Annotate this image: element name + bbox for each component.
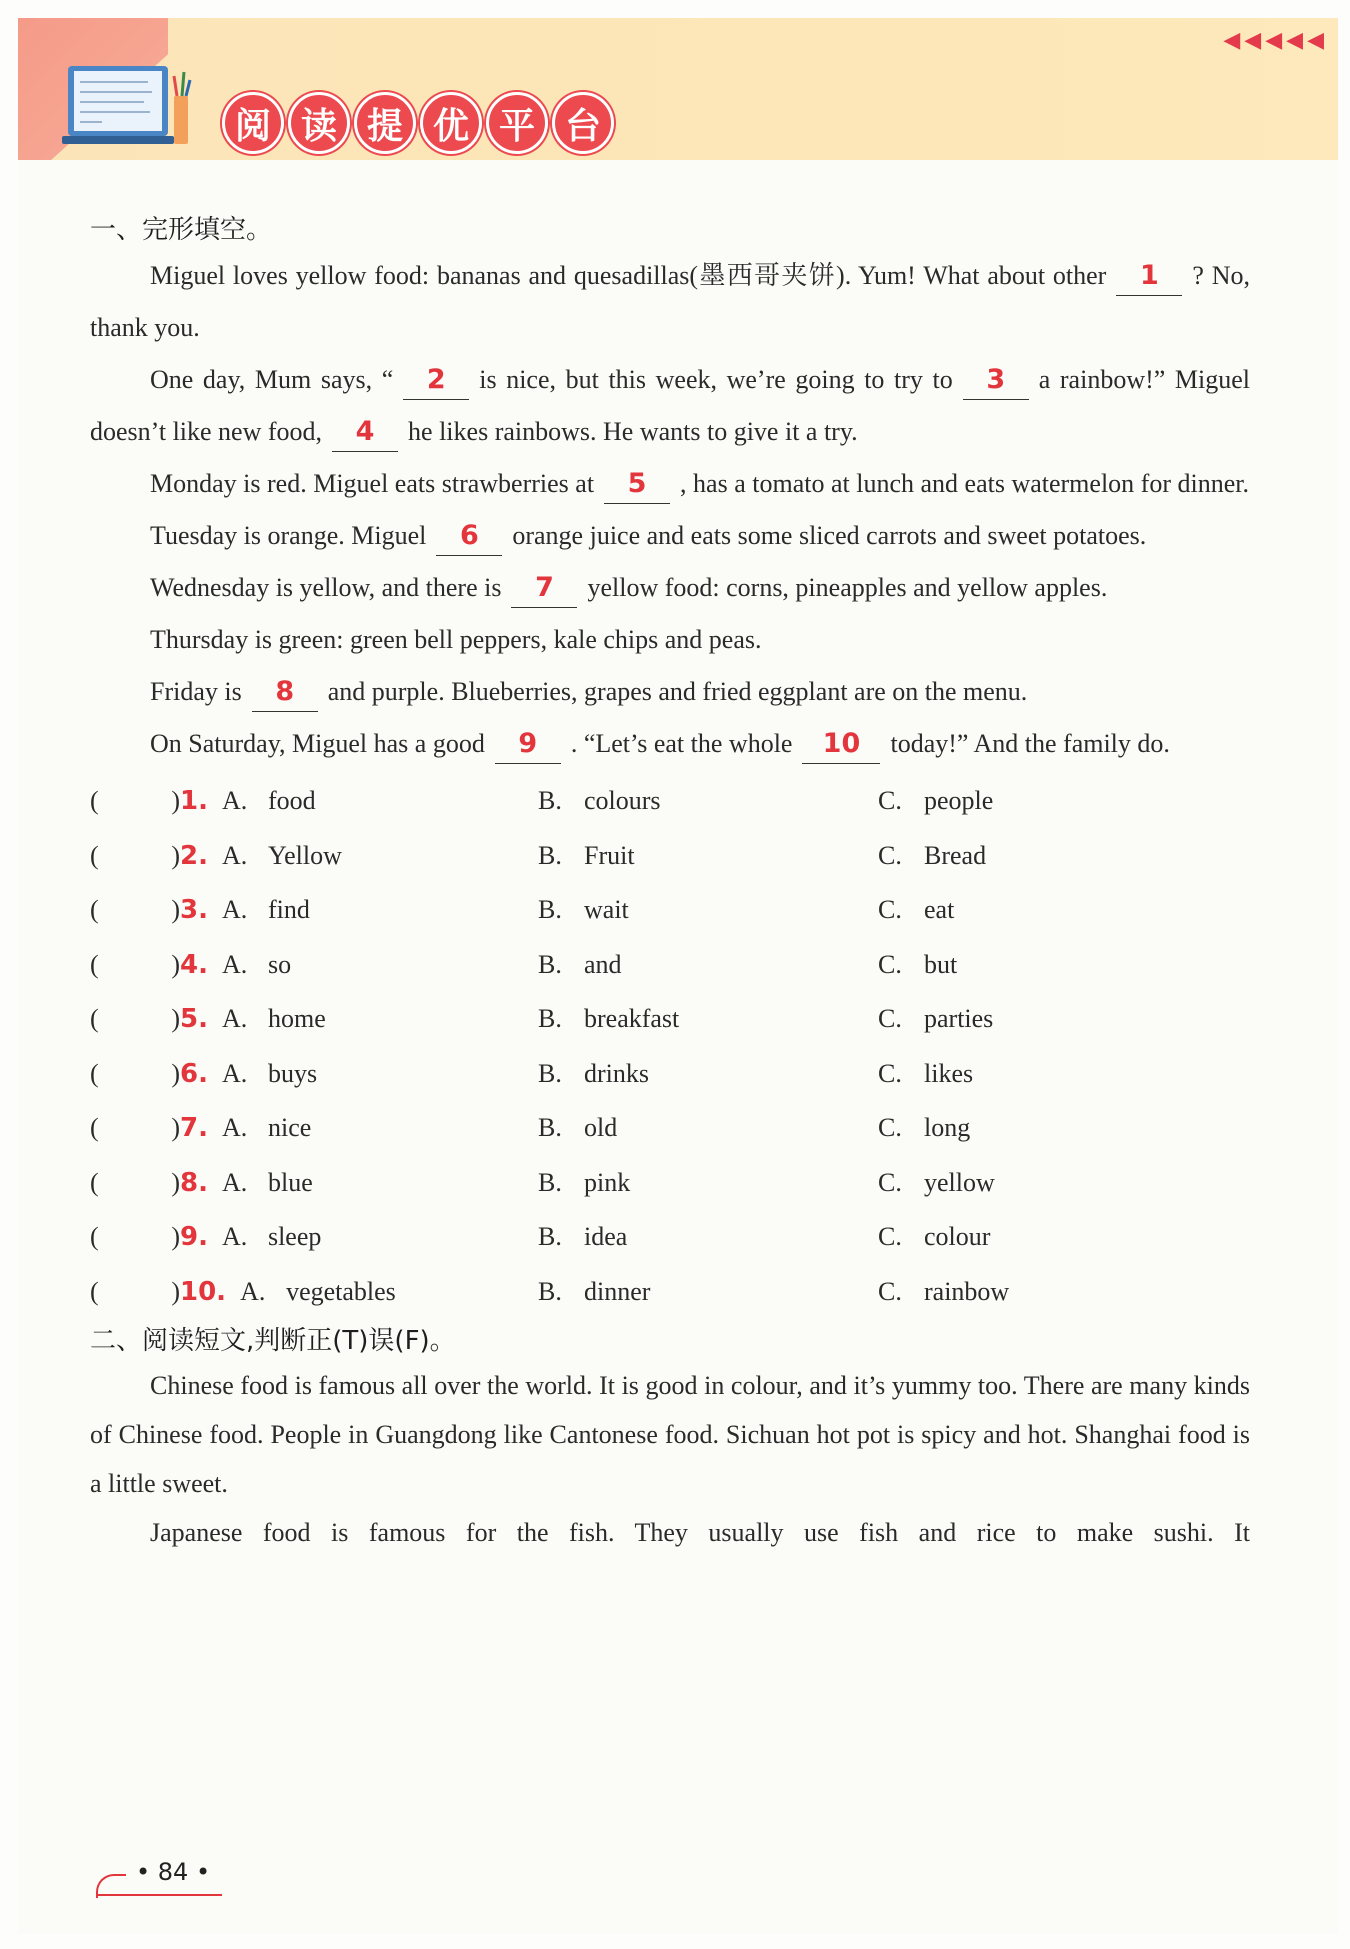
option-letter: B. (538, 786, 562, 816)
paren-close: ) (171, 786, 180, 816)
cloze-paragraph (90, 562, 1250, 614)
paren-close: ) (171, 1276, 180, 1306)
paren-close: ) (171, 895, 180, 925)
answer-blank[interactable]: 6 (436, 517, 502, 556)
option-letter: A. (221, 1004, 248, 1034)
option-text: pink (584, 1167, 631, 1197)
option-row (90, 992, 1250, 1047)
option-c[interactable] (878, 786, 1178, 816)
option-text: wait (584, 895, 629, 925)
option-row (90, 774, 1250, 829)
option-b[interactable] (538, 1004, 878, 1034)
option-text: dinner (584, 1276, 651, 1306)
option-letter: A. (221, 840, 248, 870)
page-title (222, 92, 614, 154)
paragraph-text: is nice, but this week, we’re going to try to (479, 365, 953, 394)
option-c[interactable] (878, 1004, 1178, 1034)
option-c[interactable] (878, 1059, 1178, 1089)
option-letter: C. (878, 1222, 902, 1252)
option-letter: C. (878, 1167, 902, 1197)
page-number-footer (96, 1858, 226, 1898)
passage-paragraph: Japanese food is famous for the fish. They usually use fish and rice to make sushi. It (150, 1518, 1250, 1547)
answer-paren[interactable] (90, 1059, 180, 1089)
cloze-paragraph (90, 614, 1250, 666)
laptop-icon (62, 62, 194, 154)
option-letter: A. (221, 1113, 248, 1143)
answer-paren[interactable] (90, 1277, 180, 1307)
answer-paren[interactable] (90, 1113, 180, 1143)
option-row (90, 938, 1250, 993)
option-b[interactable] (538, 895, 878, 925)
option-letter: C. (878, 895, 902, 925)
option-letter: B. (538, 1004, 562, 1034)
option-letter: B. (538, 1113, 562, 1143)
paragraph-text: Tuesday is orange. Miguel (150, 521, 427, 550)
paren-close: ) (171, 1222, 180, 1252)
paren-close: ) (171, 1004, 180, 1034)
answer-blank[interactable]: 8 (252, 673, 318, 712)
option-text: sleep (267, 1222, 322, 1252)
paragraph-text: today!” And the family do. (890, 729, 1170, 758)
option-text: people (924, 786, 994, 816)
answer-paren[interactable] (90, 895, 180, 925)
paren-open: ( (90, 840, 99, 870)
paren-close: ) (171, 1113, 180, 1143)
option-letter: B. (538, 1058, 562, 1088)
option-text: buys (267, 1058, 318, 1088)
paragraph-text: a rainbow!” Miguel doesn’t like new food, (90, 365, 1251, 446)
paren-open: ( (90, 1004, 99, 1034)
option-b[interactable] (538, 1113, 878, 1143)
paren-open: ( (90, 786, 99, 816)
option-text: Bread (924, 840, 987, 870)
option-letter: B. (538, 840, 562, 870)
paren-open: ( (90, 1222, 99, 1252)
answer-paren[interactable] (90, 841, 180, 871)
answer-blank[interactable]: 5 (604, 465, 670, 504)
option-letter: A. (221, 949, 248, 979)
option-a[interactable] (180, 1222, 538, 1252)
option-text: likes (924, 1058, 974, 1088)
option-text: yellow (924, 1167, 995, 1197)
option-b[interactable] (538, 1059, 878, 1089)
option-text: food (267, 786, 316, 816)
question-number: 2. (180, 840, 208, 871)
header-banner (18, 18, 1338, 160)
footer-underline (98, 1894, 222, 1896)
question-number: 6. (180, 1058, 208, 1089)
question-number: 5. (180, 1004, 208, 1035)
paren-open: ( (90, 1167, 99, 1197)
option-letter: B. (538, 1167, 562, 1197)
answer-blank[interactable]: 7 (511, 569, 577, 608)
answer-blank[interactable]: 4 (332, 413, 398, 452)
question-number: 3. (180, 895, 208, 926)
section1-heading: 一、完形填空。 (90, 215, 273, 245)
option-a[interactable] (180, 786, 538, 816)
paragraph-text: Miguel loves yellow food: bananas and quesadillas(墨西哥夹饼). Yum! What about other (150, 261, 1107, 290)
question-number: 7. (180, 1113, 208, 1144)
option-a[interactable] (180, 1004, 538, 1034)
paragraph-text: he likes rainbows. He wants to give it a try. (408, 417, 858, 446)
option-row (90, 1210, 1250, 1265)
option-letter: A. (221, 895, 248, 925)
option-text: old (584, 1113, 618, 1143)
option-letter: C. (878, 1113, 902, 1143)
option-letter: C. (878, 949, 902, 979)
answer-paren[interactable] (90, 1004, 180, 1034)
option-letter: C. (878, 1276, 902, 1306)
option-row (90, 829, 1250, 884)
option-c[interactable] (878, 1168, 1178, 1198)
cloze-paragraph (90, 718, 1250, 770)
paren-close: ) (171, 949, 180, 979)
option-a[interactable] (180, 895, 538, 925)
answer-blank[interactable]: 2 (403, 361, 469, 400)
option-c[interactable] (878, 1113, 1178, 1143)
answer-paren[interactable] (90, 786, 180, 816)
option-row (90, 1265, 1250, 1320)
paragraph-text: and purple. Blueberries, grapes and fried eggplant are on the menu. (327, 677, 1028, 706)
paragraph-text: yellow food: corns, pineapples and yellow apples. (587, 573, 1108, 602)
option-text: vegetables (286, 1276, 396, 1306)
option-letter: A. (240, 1276, 266, 1306)
option-letter: C. (878, 840, 902, 870)
answer-blank[interactable]: 9 (495, 725, 561, 764)
cloze-paragraph (90, 250, 1250, 354)
paren-close: ) (171, 1167, 180, 1197)
reading-passage (90, 1361, 1250, 1557)
option-row (90, 1047, 1250, 1102)
option-c[interactable] (878, 1222, 1178, 1252)
option-letter: A. (221, 1222, 248, 1252)
paragraph-text: ? No, thank you. (90, 261, 1250, 342)
main-content (90, 210, 1250, 1557)
option-b[interactable] (538, 950, 878, 980)
question-number: 8. (180, 1167, 208, 1198)
option-letter: A. (221, 786, 248, 816)
cloze-passage (90, 250, 1250, 770)
option-text: nice (267, 1113, 312, 1143)
paren-open: ( (90, 1058, 99, 1088)
page-number: • 84 • (136, 1858, 211, 1886)
option-letter: C. (878, 1058, 902, 1088)
options-table (90, 774, 1250, 1319)
option-c[interactable] (878, 950, 1178, 980)
paragraph-text: , has a tomato at lunch and eats watermelon for dinner. (680, 469, 1249, 498)
banner-background (18, 18, 1338, 160)
option-c[interactable] (878, 1277, 1178, 1307)
paren-close: ) (171, 840, 180, 870)
answer-blank[interactable]: 1 (1116, 257, 1182, 296)
paren-open: ( (90, 1276, 99, 1306)
option-letter: B. (538, 1222, 562, 1252)
option-c[interactable] (878, 841, 1178, 871)
option-a[interactable] (180, 841, 538, 871)
paren-open: ( (90, 949, 99, 979)
answer-paren[interactable] (90, 1168, 180, 1198)
option-text: rainbow (924, 1276, 1010, 1306)
option-text: but (924, 949, 958, 979)
section2-heading: 二、阅读短文,判断正(T)误(F)。 (90, 1326, 456, 1356)
paren-open: ( (90, 1113, 99, 1143)
question-number: 1. (180, 786, 208, 817)
title-char: 优 (420, 92, 482, 154)
option-text: long (924, 1113, 971, 1143)
paragraph-text: Monday is red. Miguel eats strawberries at (150, 469, 595, 498)
option-b[interactable] (538, 1277, 878, 1307)
option-text: eat (924, 895, 955, 925)
paragraph-text: One day, Mum says, “ (150, 365, 394, 394)
option-letter: A. (221, 1167, 248, 1197)
option-a[interactable] (180, 1059, 538, 1089)
option-row (90, 1101, 1250, 1156)
option-text: and (584, 949, 622, 979)
title-char: 台 (552, 92, 614, 154)
option-letter: B. (538, 895, 562, 925)
paren-close: ) (171, 1058, 180, 1088)
option-row (90, 883, 1250, 938)
option-text: blue (267, 1167, 313, 1197)
option-b[interactable] (538, 841, 878, 871)
option-text: so (267, 949, 292, 979)
option-text: colours (584, 786, 661, 816)
title-char: 读 (288, 92, 350, 154)
answer-blank[interactable]: 10 (802, 725, 880, 764)
option-text: colour (924, 1222, 991, 1252)
option-text: idea (584, 1222, 628, 1252)
cloze-paragraph (90, 354, 1250, 458)
paragraph-text: Wednesday is yellow, and there is (150, 573, 502, 602)
option-text: home (267, 1004, 326, 1034)
question-number: 9. (180, 1222, 208, 1253)
question-number: 10. (180, 1276, 227, 1307)
option-b[interactable] (538, 786, 878, 816)
cloze-paragraph (90, 510, 1250, 562)
cloze-paragraph (90, 458, 1250, 510)
option-text: drinks (584, 1058, 649, 1088)
paragraph-text: On Saturday, Miguel has a good (150, 729, 485, 758)
option-letter: C. (878, 1004, 902, 1034)
title-char: 提 (354, 92, 416, 154)
paragraph-text: orange juice and eats some sliced carrots and sweet potatoes. (512, 521, 1147, 550)
answer-paren[interactable] (90, 950, 180, 980)
option-text: Yellow (267, 840, 342, 870)
passage-paragraph: Chinese food is famous all over the world. It is good in colour, and it’s yummy too. There are many kinds of Chinese food. People in Guangdong like Cantonese food. Sichuan hot pot is spicy and hot. Shanghai food is a little sweet. (90, 1371, 1250, 1498)
option-b[interactable] (538, 1222, 878, 1252)
option-text: parties (924, 1004, 994, 1034)
answer-paren[interactable] (90, 1222, 180, 1252)
answer-blank[interactable]: 3 (963, 361, 1029, 400)
option-row (90, 1156, 1250, 1211)
option-letter: A. (221, 1058, 248, 1088)
option-letter: B. (538, 949, 562, 979)
paragraph-text: Thursday is green: green bell peppers, kale chips and peas. (150, 625, 762, 654)
paragraph-text: . “Let’s eat the whole (570, 729, 793, 758)
paren-open: ( (90, 895, 99, 925)
option-a[interactable] (180, 1168, 538, 1198)
option-text: Fruit (584, 840, 635, 870)
option-a[interactable] (180, 1113, 538, 1143)
option-letter: C. (878, 786, 902, 816)
question-number: 4. (180, 949, 208, 980)
option-text: find (267, 895, 310, 925)
paragraph-text: Friday is (150, 677, 242, 706)
option-a[interactable] (180, 1277, 538, 1307)
option-a[interactable] (180, 950, 538, 980)
title-char: 阅 (222, 92, 284, 154)
arrows-decoration-icon: ◀◀◀◀◀ (1223, 28, 1328, 53)
option-c[interactable] (878, 895, 1178, 925)
title-char: 平 (486, 92, 548, 154)
cloze-paragraph (90, 666, 1250, 718)
option-letter: B. (538, 1276, 562, 1306)
option-b[interactable] (538, 1168, 878, 1198)
option-text: breakfast (584, 1004, 680, 1034)
